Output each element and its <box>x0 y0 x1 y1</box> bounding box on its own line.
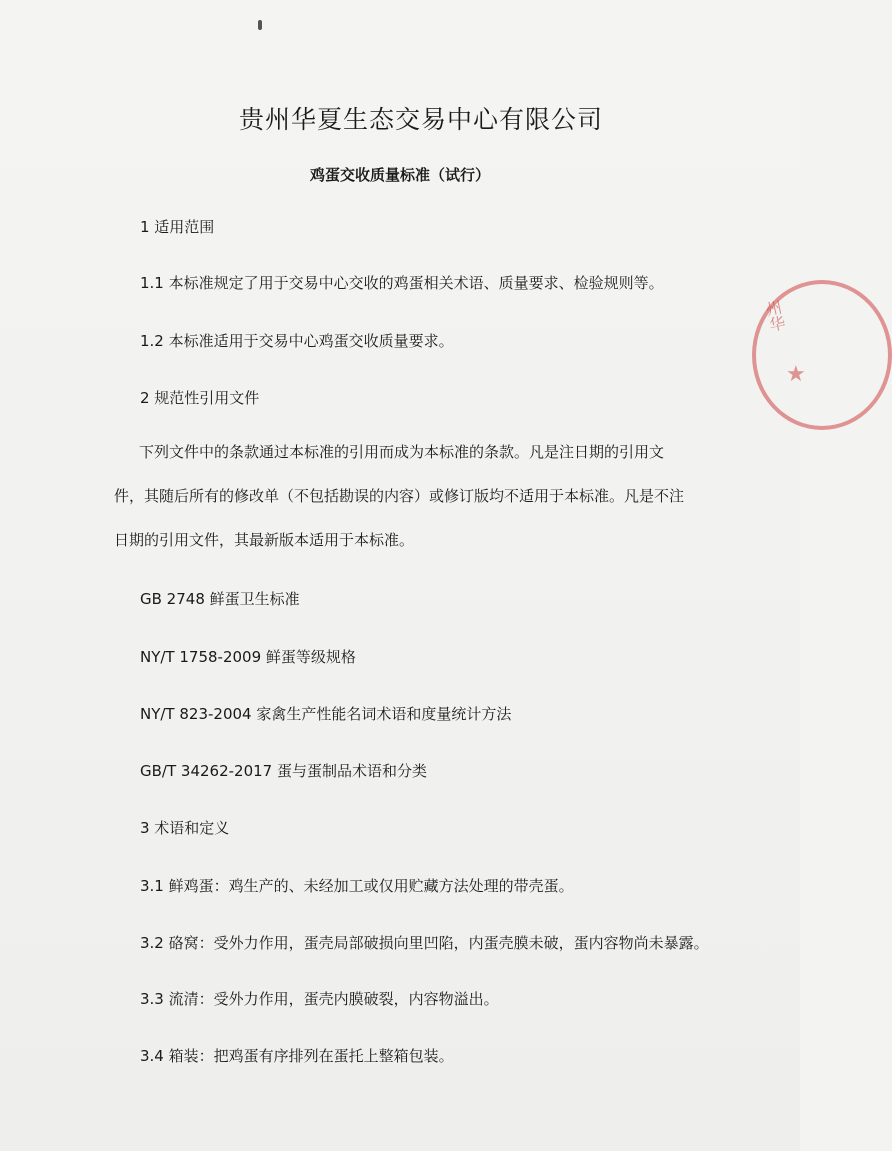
section-2-paragraph: 下列文件中的条款通过本标准的引用而成为本标准的条款。凡是注日期的引用文件，其随后所有的修改单（不包括勘误的内容）或修订版均不适用于本标准。凡是不注日期的引用文件，其最新版本适用于本标准。 <box>114 443 685 549</box>
company-title: 贵州华夏生态交易中心有限公司 <box>238 105 603 134</box>
reference-1: GB 2748 鲜蛋卫生标准 <box>140 590 300 608</box>
reference-4: GB/T 34262-2017 蛋与蛋制品术语和分类 <box>140 762 427 780</box>
section-1-heading: 1 适用范围 <box>140 218 215 236</box>
seal-star-icon: ★ <box>786 362 806 387</box>
term-3-2: 3.2 硌窝：受外力作用，蛋壳局部破损向里凹陷，内蛋壳膜未破，蛋内容物尚未暴露。 <box>140 934 709 952</box>
clause-1-2: 1.2 本标准适用于交易中心鸡蛋交收质量要求。 <box>140 332 454 350</box>
term-3-1: 3.1 鲜鸡蛋：鸡生产的、未经加工或仅用贮藏方法处理的带壳蛋。 <box>140 877 574 895</box>
paper-mark <box>258 20 262 30</box>
document-subtitle: 鸡蛋交收质量标准（试行） <box>309 166 490 184</box>
reference-3: NY/T 823-2004 家禽生产性能名词术语和度量统计方法 <box>140 705 512 723</box>
seal-lettering: 州华 <box>761 298 788 334</box>
section-3-heading: 3 术语和定义 <box>140 819 230 837</box>
section-2-heading: 2 规范性引用文件 <box>140 389 260 407</box>
term-3-4: 3.4 箱装：把鸡蛋有序排列在蛋托上整箱包装。 <box>140 1047 454 1065</box>
clause-1-1: 1.1 本标准规定了用于交易中心交收的鸡蛋相关术语、质量要求、检验规则等。 <box>140 274 664 292</box>
reference-2: NY/T 1758-2009 鲜蛋等级规格 <box>140 648 356 666</box>
term-3-3: 3.3 流清：受外力作用，蛋壳内膜破裂，内容物溢出。 <box>140 990 499 1008</box>
